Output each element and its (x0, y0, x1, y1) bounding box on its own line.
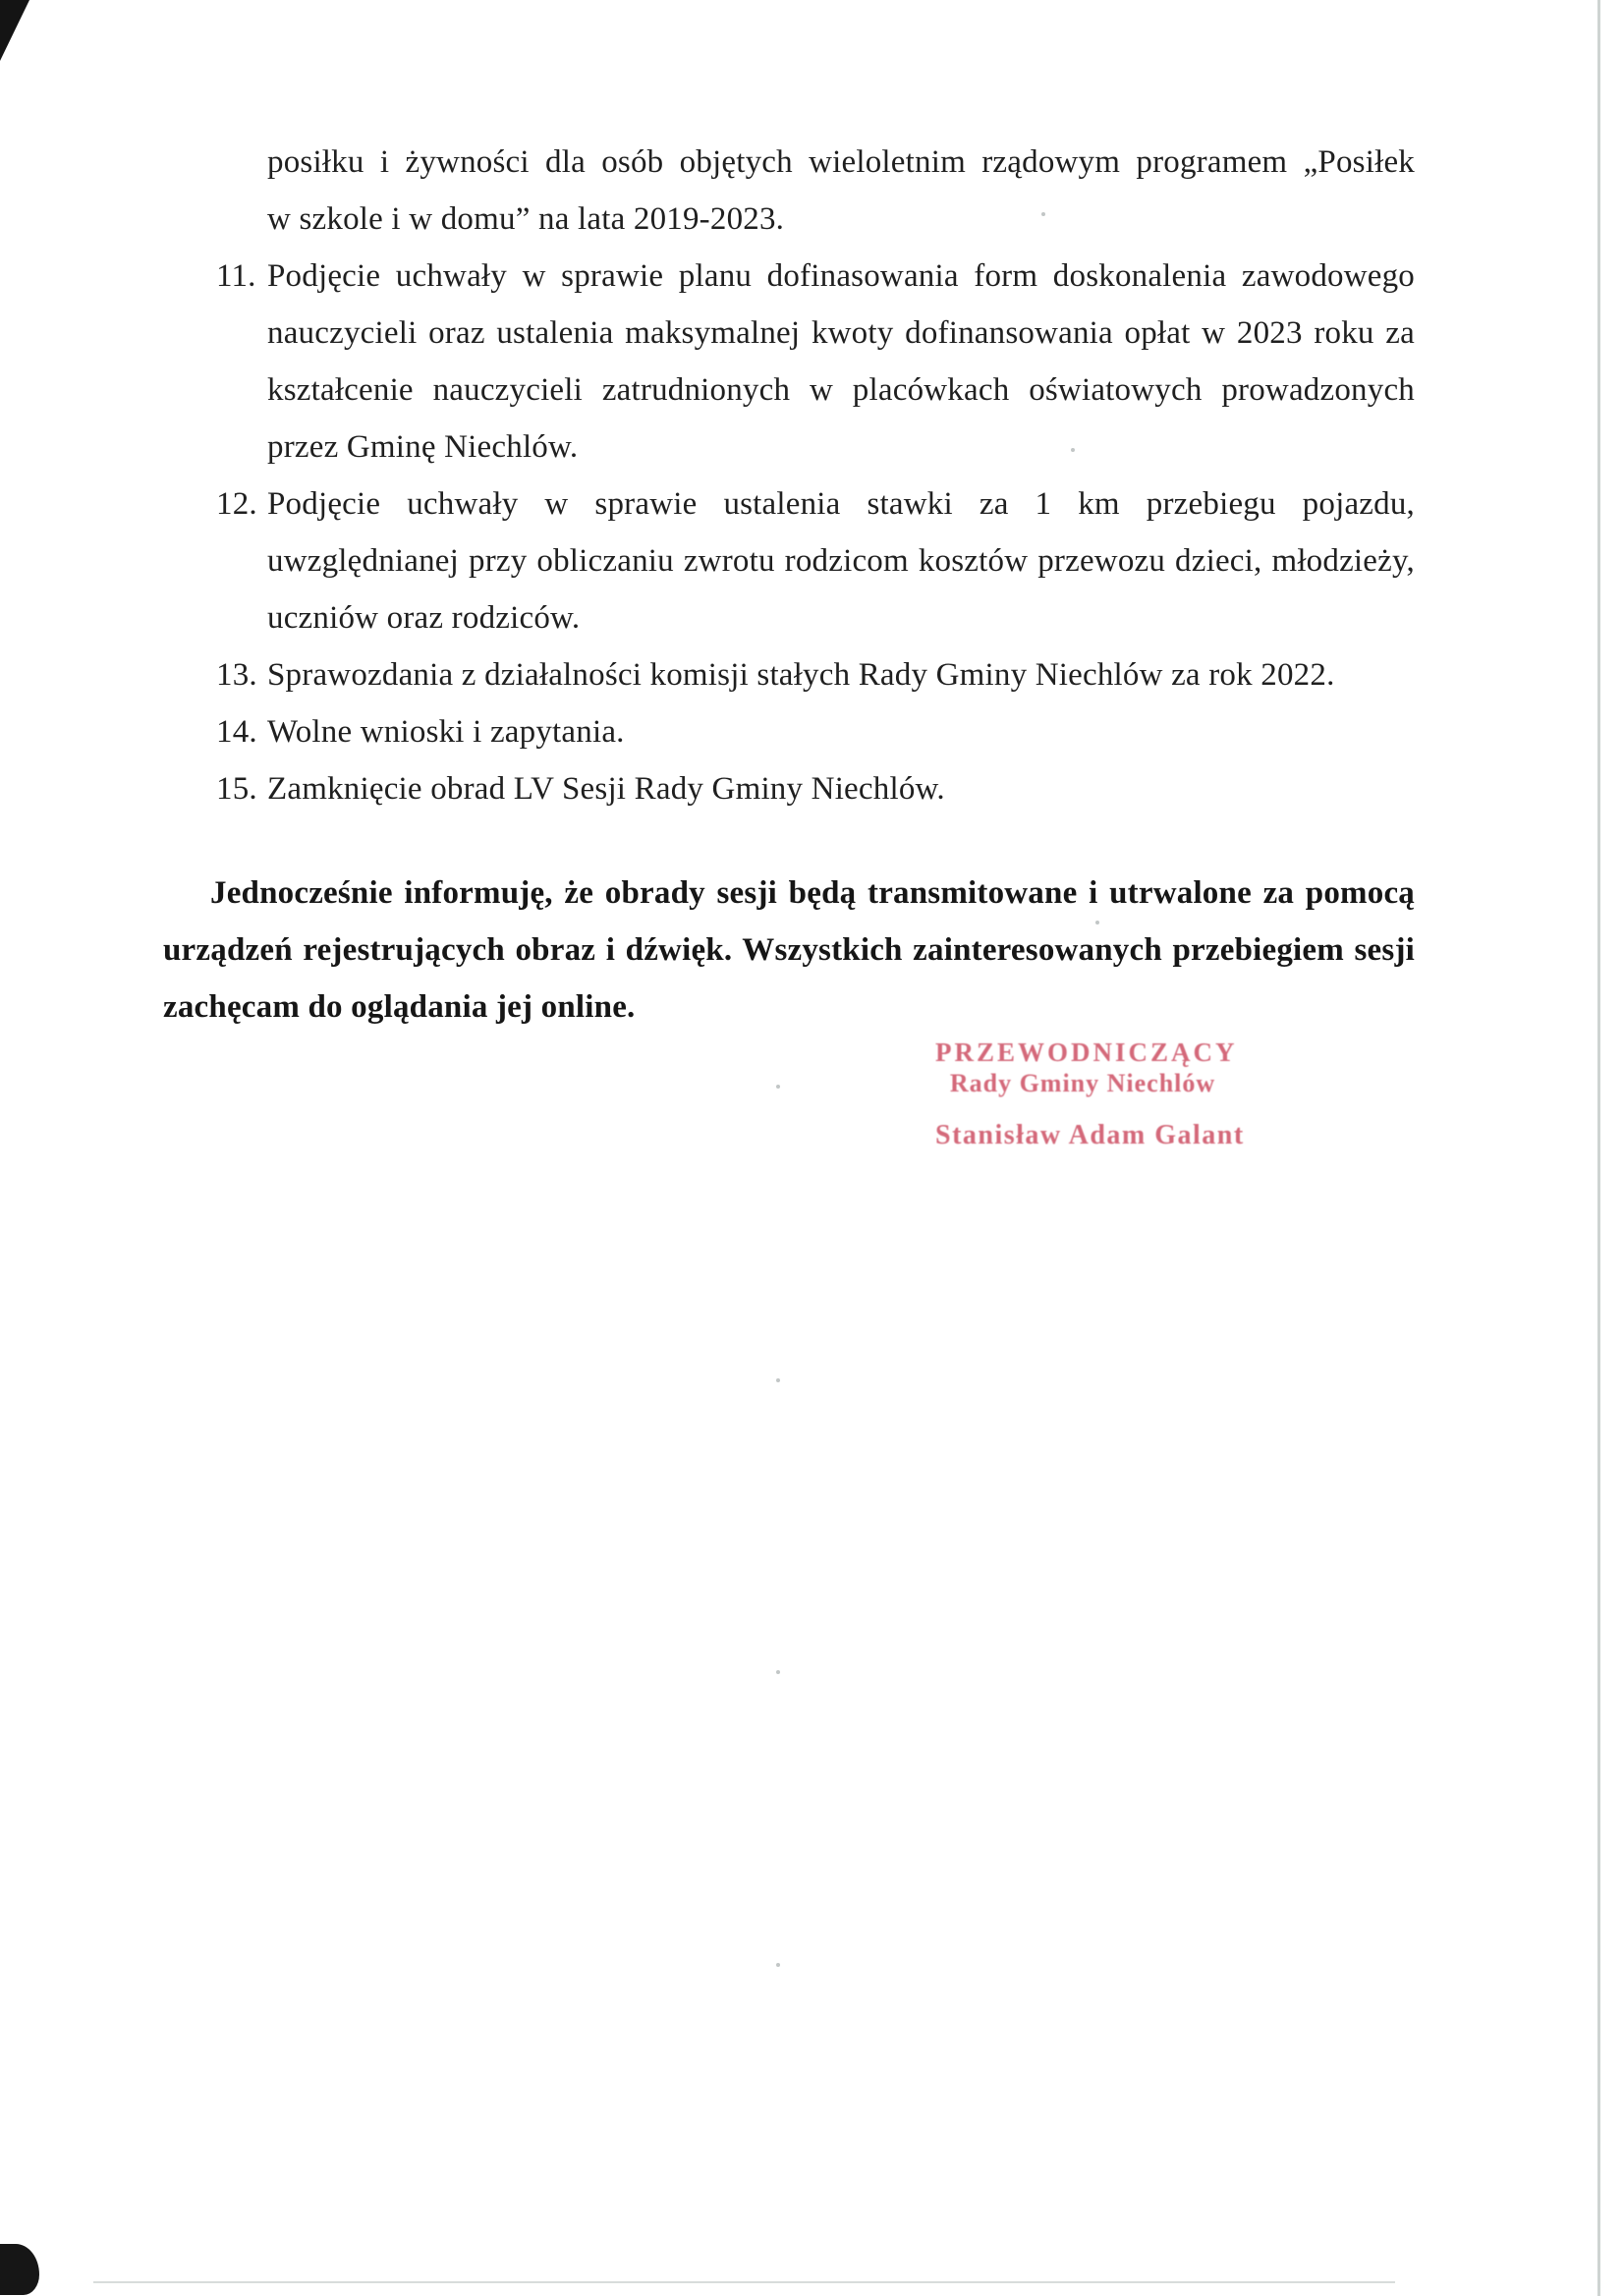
scan-artifact-bottom-left (0, 2244, 39, 2295)
agenda-item-12 (216, 476, 1415, 646)
item-text (267, 703, 1415, 760)
item-number: 15. (216, 771, 257, 807)
agenda-item-11 (216, 248, 1415, 476)
scan-edge-line-right (1597, 0, 1600, 2296)
text-line: kształcenie nauczycieli zatrudnionych w placówkach oświatowych prowadzonych (267, 372, 1415, 408)
item-number: 14. (216, 714, 257, 750)
scan-speck (1071, 448, 1075, 452)
scan-artifact-top-left (0, 0, 29, 61)
scan-edge-line-bottom (93, 2281, 1395, 2283)
text-line: Wolne wnioski i zapytania. (267, 714, 625, 750)
agenda-item-10-continuation (267, 134, 1415, 248)
scan-speck (776, 1085, 780, 1089)
agenda-item-15 (216, 760, 1415, 817)
item-text (267, 476, 1415, 646)
item-number: 12. (216, 486, 257, 522)
text-line: Jednocześnie informuję, że obrady sesji będą transmitowane i utrwalone za pomocą (210, 875, 1415, 911)
item-number: 13. (216, 657, 257, 693)
text-line: urządzeń rejestrujących obraz i dźwięk. Wszystkich zainteresowanych przebiegiem sesji (163, 932, 1415, 968)
scan-speck (1095, 921, 1099, 924)
agenda-item-13 (216, 646, 1415, 703)
chairman-ink-stamp (935, 1037, 1245, 1150)
closing-paragraph (163, 865, 1415, 1036)
text-line: posiłku i żywności dla osób objętych wieloletnim rządowym programem „Posiłek (267, 144, 1415, 180)
text-line: Sprawozdania z działalności komisji stałych Rady Gminy Niechlów za rok 2022. (267, 657, 1335, 693)
item-text (267, 248, 1415, 476)
text-line: uczniów oraz rodziców. (267, 600, 581, 636)
text-line: Podjęcie uchwały w sprawie ustalenia stawki za 1 km przebiegu pojazdu, (267, 486, 1415, 522)
scan-speck (776, 1670, 780, 1674)
item-number: 11. (216, 258, 256, 294)
item-text (267, 646, 1415, 703)
stamp-title: PRZEWODNICZĄCY (935, 1037, 1238, 1067)
text-line: uwzględnianej przy obliczaniu zwrotu rodzicom kosztów przewozu dzieci, młodzieży, (267, 543, 1415, 579)
scan-speck (776, 1963, 780, 1967)
text-line: w szkole i w domu” na lata 2019-2023. (267, 201, 785, 237)
stamp-organization: Rady Gminy Niechlów (949, 1069, 1216, 1097)
agenda-item-14 (216, 703, 1415, 760)
text-line: Zamknięcie obrad LV Sesji Rady Gminy Niechlów. (267, 771, 945, 807)
text-line: Podjęcie uchwały w sprawie planu dofinasowania form doskonalenia zawodowego (267, 258, 1415, 294)
text-line: przez Gminę Niechlów. (267, 429, 579, 465)
document-body (163, 134, 1415, 1036)
item-text (267, 760, 1415, 817)
stamp-name: Stanisław Adam Galant (935, 1120, 1245, 1150)
scan-speck (1041, 212, 1045, 216)
scan-speck (776, 1378, 780, 1382)
text-line: nauczycieli oraz ustalenia maksymalnej kwoty dofinansowania opłat w 2023 roku za (267, 315, 1415, 351)
text-line: zachęcam do oglądania jej online. (163, 989, 636, 1025)
